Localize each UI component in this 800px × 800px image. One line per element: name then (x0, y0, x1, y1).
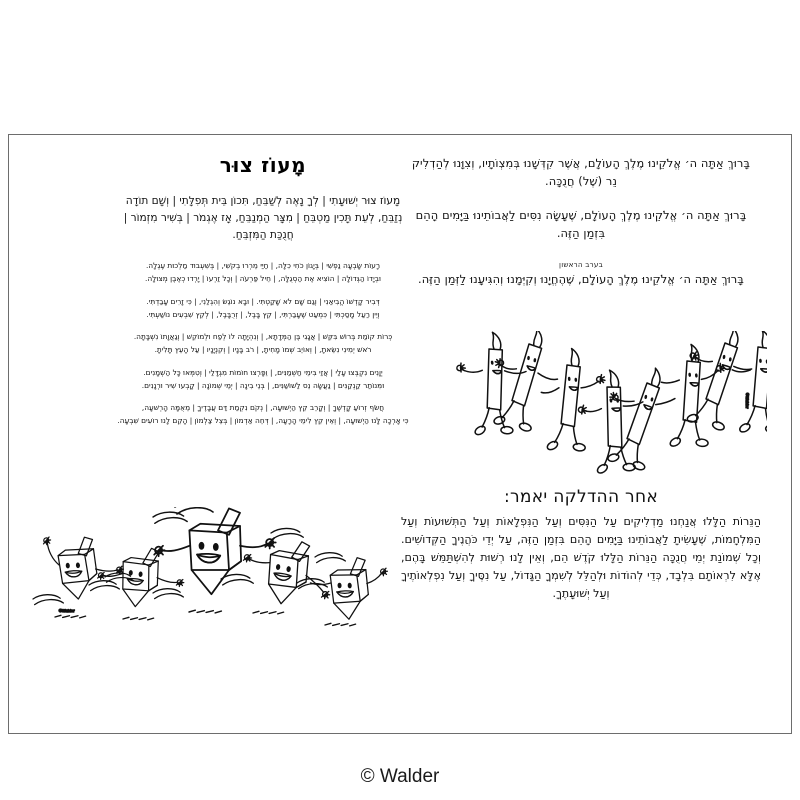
maoz-tzur-stanza (113, 296, 413, 321)
watermark-dreidels: ©Walder (59, 608, 75, 613)
dancing-dreidels-illustration (25, 507, 395, 652)
maoz-tzur-stanza (113, 260, 413, 285)
rubric-first-night: בערב הראשון (559, 259, 603, 269)
hanerot-heading: אחר ההדלקה יאמר: (503, 487, 659, 507)
stanza-line: וְיֵין רַעַל מָסַכְתִּי | כִּמְעַט שֶׁעָבַרְתִּי, | קֵץ בָּבֶל, | זְרֻבָּבֶל, | לְקֵץ שִׁבְעִים נוֹשַׁעְתִּי. (146, 309, 380, 319)
stanza-line: דְּבִיר קָדְשׁוֹ הֱבִיאַנִי | וְגַם שָׁם לֹא שָׁקַטְתִּי. | וּבָא נוֹגֵשׂ וְהִגְלַנִי, | כִּי זָרִים עָבַדְתִּי. (146, 296, 380, 306)
hanerot-text: הַנֵּרוֹת הַלָּלוּ אֲנַחְנוּ מַדְלִיקִים עַל הַנִּסִּים וְעַל הַנִּפְלָאוֹת וְעַל הַתְּשׁוּעוֹת וְעַל הַמִּלְחָמוֹת, שֶׁעָשִׂיתָ לַאֲבוֹתֵינוּ בַּיָּמִים הָהֵם בִּזְמַן הַזֶּה, עַל יְדֵי כֹּהֲנֶיךָ הַקְּדוֹשִׁים. וְכָל שְׁמוֹנַת יְמֵי חֲנֻכָּה הַנֵּרוֹת הַלָּלוּ קֹדֶשׁ הֵם, וְאֵין לָנוּ רְשׁוּת לְהִשְׁתַּמֵּשׁ בָּהֶם, אֶלָּא לִרְאוֹתָם בִּלְבָד, כְּדֵי לְהוֹדוֹת וּלְהַלֵּל לְשִׁמְךָ הַגָּדוֹל, עַל נִסֶּיךָ וְעַל נִפְלְאוֹתֶיךָ וְעַל יְשׁוּעָתֶךָ. (401, 515, 761, 600)
maoz-tzur-stanza (113, 402, 413, 427)
stanza-line: חֲשֹׂף זְרוֹעַ קָדְשֶׁךָ | וְקָרֵב קֵץ הַיְשׁוּעָה, | נְקֹם נִקְמַת דַּם עֲבָדֶיךָ | מֵאֻמָּה הָרְשׁעָה, (141, 403, 385, 413)
watermark-candles: ©Walder (745, 393, 750, 409)
refrain-line: אָז אֶגְמֹר | בְּשִׁיר מִזְמוֹר | חֲנֻכַּת הַמִּזְבֵּחַ. (123, 212, 294, 242)
scanned-page (8, 134, 792, 734)
bracha-shehecheyanu: בָּרוּךְ אַתָּה ה׳ אֱלֹקֵינוּ מֶלֶךְ הָעוֹלָם, שֶׁהֶחֱיָנוּ וְקִיְּמָנוּ וְהִגִּיעָנוּ לַזְּמַן הַזֶּה. (418, 271, 744, 286)
stanza-line: וּמִּנוֹתַר קַנְקַנִּים | נַעֲשָׂה נֵס לַשׁוֹשַׁנִּים, | בְּנֵי בִינָה | יְמֵי שְׁמוֹנָה | קָבְעוּ שִׁיר וּרְנָנִים. (141, 380, 385, 390)
refrain-line: תִּכוֹן בֵּית תְּפִלָּתִי | וְשָׁם תוֹדָה נְזַבֵּחַ, (125, 195, 403, 225)
dancing-candles-illustration (455, 331, 767, 496)
stanza-line: רֹאשׁ יְמִינִי נִשֵּׂאתָ, | וְאוֹיֵב שְׁמוֹ מָחִיתָ, | רֹב בָּנָיו | וְקִנְיָנָיו | עַל הָעֵץ תָּלִיתָ. (154, 345, 372, 355)
maoz-tzur-refrain (113, 193, 413, 244)
refrain-line: מָעוֹז צוּר יְשׁוּעָתִי | לְךָ נָאֶה לְשַׁבֵּחַ, (252, 195, 401, 207)
copyright-footer: © Walder (360, 766, 440, 787)
stanza-line: כִּי אָרְכָה לָּנוּ הַיְשׁוּעָה, | וְאֵין קֵץ לִימֵי הָרָעָה, | דְּחֵה אַדְמוֹן | בְּצֵל צַלְמוֹן | הָקֵם לָנוּ רוֹעִים שִׁבְעָה. (117, 416, 409, 426)
bracha-lehadlik-ner: בָּרוּךְ אַתָּה ה׳ אֱלֹקֵינוּ מֶלֶךְ הָעוֹלָם, אֲשֶׁר קִדְּשָׁנוּ בְּמִצְוֹתָיו, וְצִוָּנוּ לְהַדְלִיק נֵר (שֶׁל) חֲנֻכָּה. (411, 156, 751, 188)
stanza-line: וּבְיָדוֹ הַגְּדוֹלָה | הוֹצִיא אֶת הַסְגֻלָּה, | חֵיל פַּרְעֹה | וְכָל זַרְעוֹ | יָרְדוּ כְאֶבֶן מְצוּלָה. (144, 274, 382, 284)
maoz-tzur-column (113, 153, 413, 438)
refrain-line: לְעֵת תָּכִין מַטְבֵּחַ | מִצָּר הַמְנַבֵּחַ, (235, 212, 375, 225)
maoz-tzur-stanza (113, 331, 413, 356)
stanza-line: יְוָנִים נִקְבְּצוּ עָלַי | אֲזַי בִּימֵי חַשְׁמַנִּים, | וֵפָּרְצוּ חוֹמוֹת מִגְדָּלַי | וְטִמְּאוּ כָּל הַשְׁמָנִים. (143, 367, 383, 377)
maoz-tzur-stanza (113, 367, 413, 392)
brachos-column (405, 155, 757, 305)
stanza-line: כְּרוֹת קוֹמַת בְּרוֹשׁ בִּקֵּשׁ | אֲגָגִי בֶּן הַמְּדָתָא, | וְנִהְיָתָה לוֹ לְפַח וּלְמוֹקֵשׁ | וְגַאֲוָתוֹ נִשְׁבָּתָה. (133, 332, 393, 342)
maoz-tzur-title: מָעוֹז צוּר (219, 153, 307, 177)
stanza-line: רָעוֹת שָׂבְעָה נַפְשִׁי | בְּיָגוֹן כֹחִי כִלָּה, | חַיַּי מֵרְרוּ בְקֹשִׁי, | בְּשִׁעְבוּד מַלְכוּת עֶגְלָה. (145, 261, 381, 271)
hanerot-halalu-section (401, 487, 761, 603)
bracha-sheasa-nissim: בָּרוּךְ אַתָּה ה׳ אֱלֹקֵינוּ מֶלֶךְ הָעוֹלָם, שֶׁעָשָׂה נִסִּים לַאֲבוֹתֵינוּ בַּיָּמִים הָהֵם בִּזְמַן הַזֶּה. (415, 208, 747, 241)
